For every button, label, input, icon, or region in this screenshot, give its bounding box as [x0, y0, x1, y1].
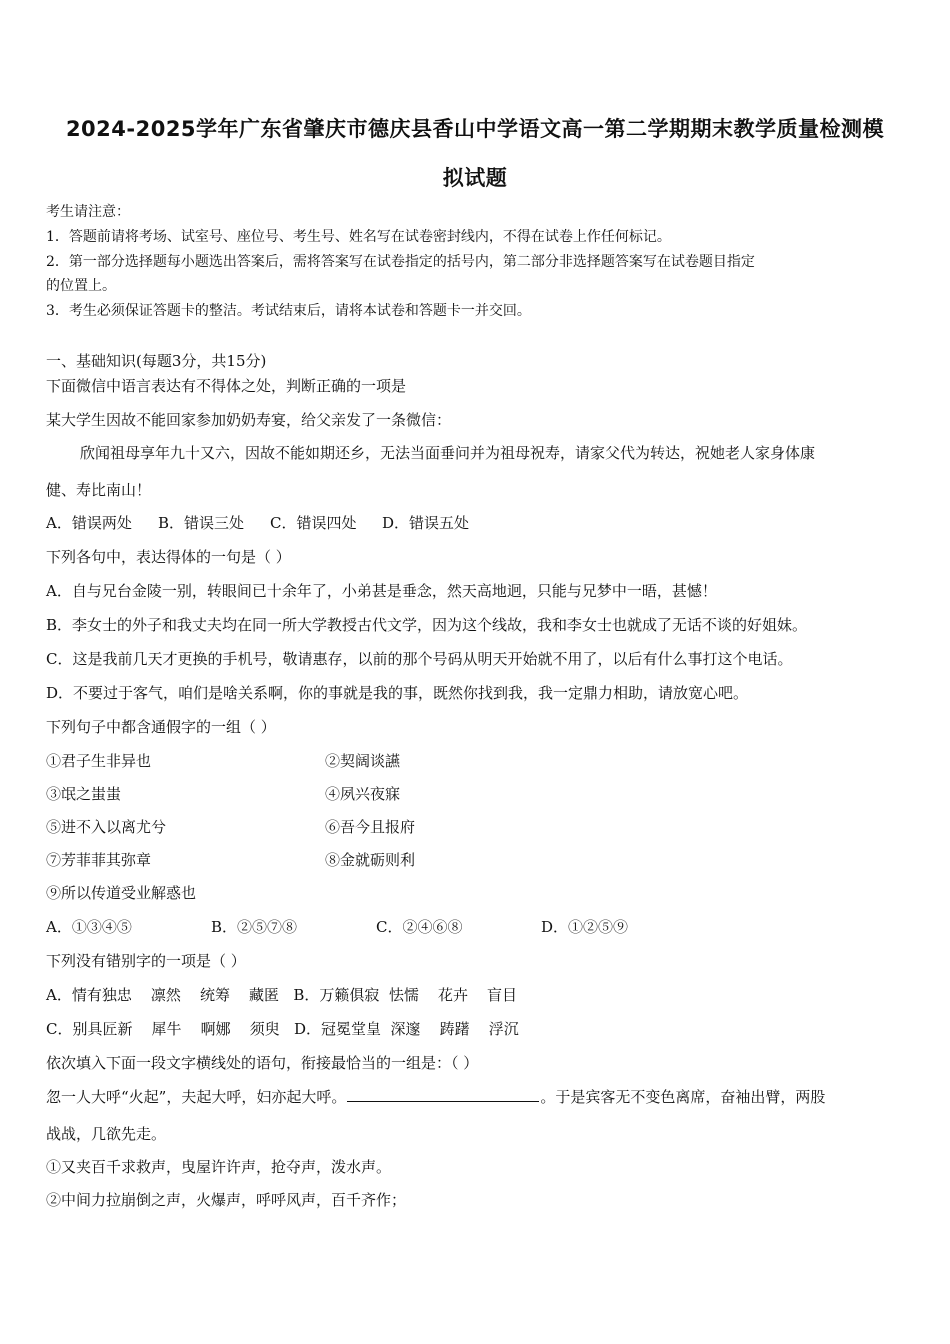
- q5-text-before-blank: 忽一人大呼“火起”，夫起大呼，妇亦起大呼。: [46, 1088, 347, 1106]
- notice-item-1: 1．答题前请将考场、试室号、座位号、考生号、姓名写在试卷密封线内，不得在试卷上作任何标记。: [46, 229, 671, 245]
- q1-option-d[interactable]: D．错误五处: [382, 514, 470, 532]
- q4-stem: 下列没有错别字的一项是（ ）: [46, 952, 246, 970]
- exam-title-line2: 拟试题: [442, 166, 508, 190]
- exam-title-line1: 2024-2025学年广东省肇庆市德庆县香山中学语文高一第二学期期末教学质量检测模: [65, 117, 885, 141]
- q1-options: [46, 513, 494, 533]
- notice-item-3: 3．考生必须保证答题卡的整洁。考试结束后，请将本试卷和答题卡一并交回。: [46, 303, 531, 319]
- q3-option-a[interactable]: A．①③④⑤: [46, 918, 132, 936]
- q2-option-a[interactable]: A．自与兄台金陵一别，转眼间已十余年了，小弟甚是垂念，然天高地迥，只能与兄梦中一晤，甚憾！: [46, 582, 717, 600]
- q1-quote: 欣闻祖母享年九十又六，因故不能如期还乡，无法当面垂问并为祖母祝寿，请家父代为转达，祝她老人家身体康: [80, 444, 816, 462]
- q3-option-d[interactable]: D．①②⑤⑨: [541, 918, 629, 936]
- q3-item-5: ⑤进不入以离尤兮: [46, 818, 167, 836]
- q3-item-8: ⑧金就砺则利: [325, 851, 416, 869]
- q2-option-b[interactable]: B．李女士的外子和我丈夫均在同一所大学教授古代文学，因为这个线故，我和李女士也就成了无话不谈的好姐妹。: [46, 616, 808, 634]
- q5-item-1: ①又夹百千求救声，曳屋许许声，抢夺声，泼水声。: [46, 1158, 392, 1176]
- q3-option-b[interactable]: B．②⑤⑦⑧: [211, 918, 298, 936]
- q4-options-ab[interactable]: A．情有独忠 凛然 统筹 藏匿 B．万籁俱寂 怯懦 花卉 盲目: [46, 986, 518, 1004]
- notice-heading: 考生请注意：: [46, 204, 130, 220]
- notice-item-2-cont: 的位置上。: [46, 278, 116, 294]
- q1-context: 某大学生因故不能回家参加奶奶寿宴，给父亲发了一条微信：: [46, 411, 452, 429]
- q1-stem: 下面微信中语言表达有不得体之处，判断正确的一项是: [46, 377, 407, 395]
- q1-option-c[interactable]: C．错误四处: [270, 514, 357, 532]
- q3-option-c[interactable]: C．②④⑥⑧: [376, 918, 463, 936]
- q3-item-1: ①君子生非异也: [46, 752, 152, 770]
- q5-text-after-blank: 。于是宾客无不变色离席，奋袖出臂，两股: [540, 1088, 826, 1106]
- q3-item-4: ④夙兴夜寐: [325, 785, 401, 803]
- q5-text: [46, 1087, 825, 1107]
- q3-stem: 下列句子中都含通假字的一组（ ）: [46, 718, 276, 736]
- q2-stem: 下列各句中，表达得体的一句是（ ）: [46, 548, 291, 566]
- q1-option-b[interactable]: B．错误三处: [158, 514, 245, 532]
- q5-item-2: ②中间力拉崩倒之声，火爆声，呼呼风声，百千齐作；: [46, 1191, 407, 1209]
- notice-item-2: 2．第一部分选择题每小题选出答案后，需将答案写在试卷指定的括号内，第二部分非选择题答案写在试卷题目指定: [46, 254, 755, 270]
- q3-item-9: ⑨所以传道受业解惑也: [46, 884, 197, 902]
- q3-item-6: ⑥吾今且报府: [325, 818, 416, 836]
- q2-option-d[interactable]: D．不要过于客气，咱们是啥关系啊，你的事就是我的事，既然你找到我，我一定鼎力相助，请放宽心吧。: [46, 684, 749, 702]
- q1-quote-cont: 健、寿比南山！: [46, 481, 152, 499]
- q5-text-cont: 战战，几欲先走。: [46, 1125, 167, 1143]
- q3-item-3: ③氓之蚩蚩: [46, 785, 122, 803]
- q5-answer-blank[interactable]: [347, 1087, 539, 1102]
- q5-stem: 依次填入下面一段文字横线处的语句，衔接最恰当的一组是：（ ）: [46, 1054, 479, 1072]
- q3-item-2: ②契阔谈讌: [325, 752, 401, 770]
- q3-options: [46, 917, 661, 937]
- q1-option-a[interactable]: A．错误两处: [46, 514, 132, 532]
- q3-item-7: ⑦芳菲菲其弥章: [46, 851, 152, 869]
- q2-option-c[interactable]: C．这是我前几天才更换的手机号，敬请惠存，以前的那个号码从明天开始就不用了，以后有什么事打这个电话。: [46, 650, 793, 668]
- section-heading: 一、基础知识(每题3分，共15分): [46, 352, 267, 370]
- q4-options-cd[interactable]: C．别具匠新 犀牛 啊娜 须臾 D．冠冕堂皇 深邃 踌躇 浮沉: [46, 1020, 519, 1038]
